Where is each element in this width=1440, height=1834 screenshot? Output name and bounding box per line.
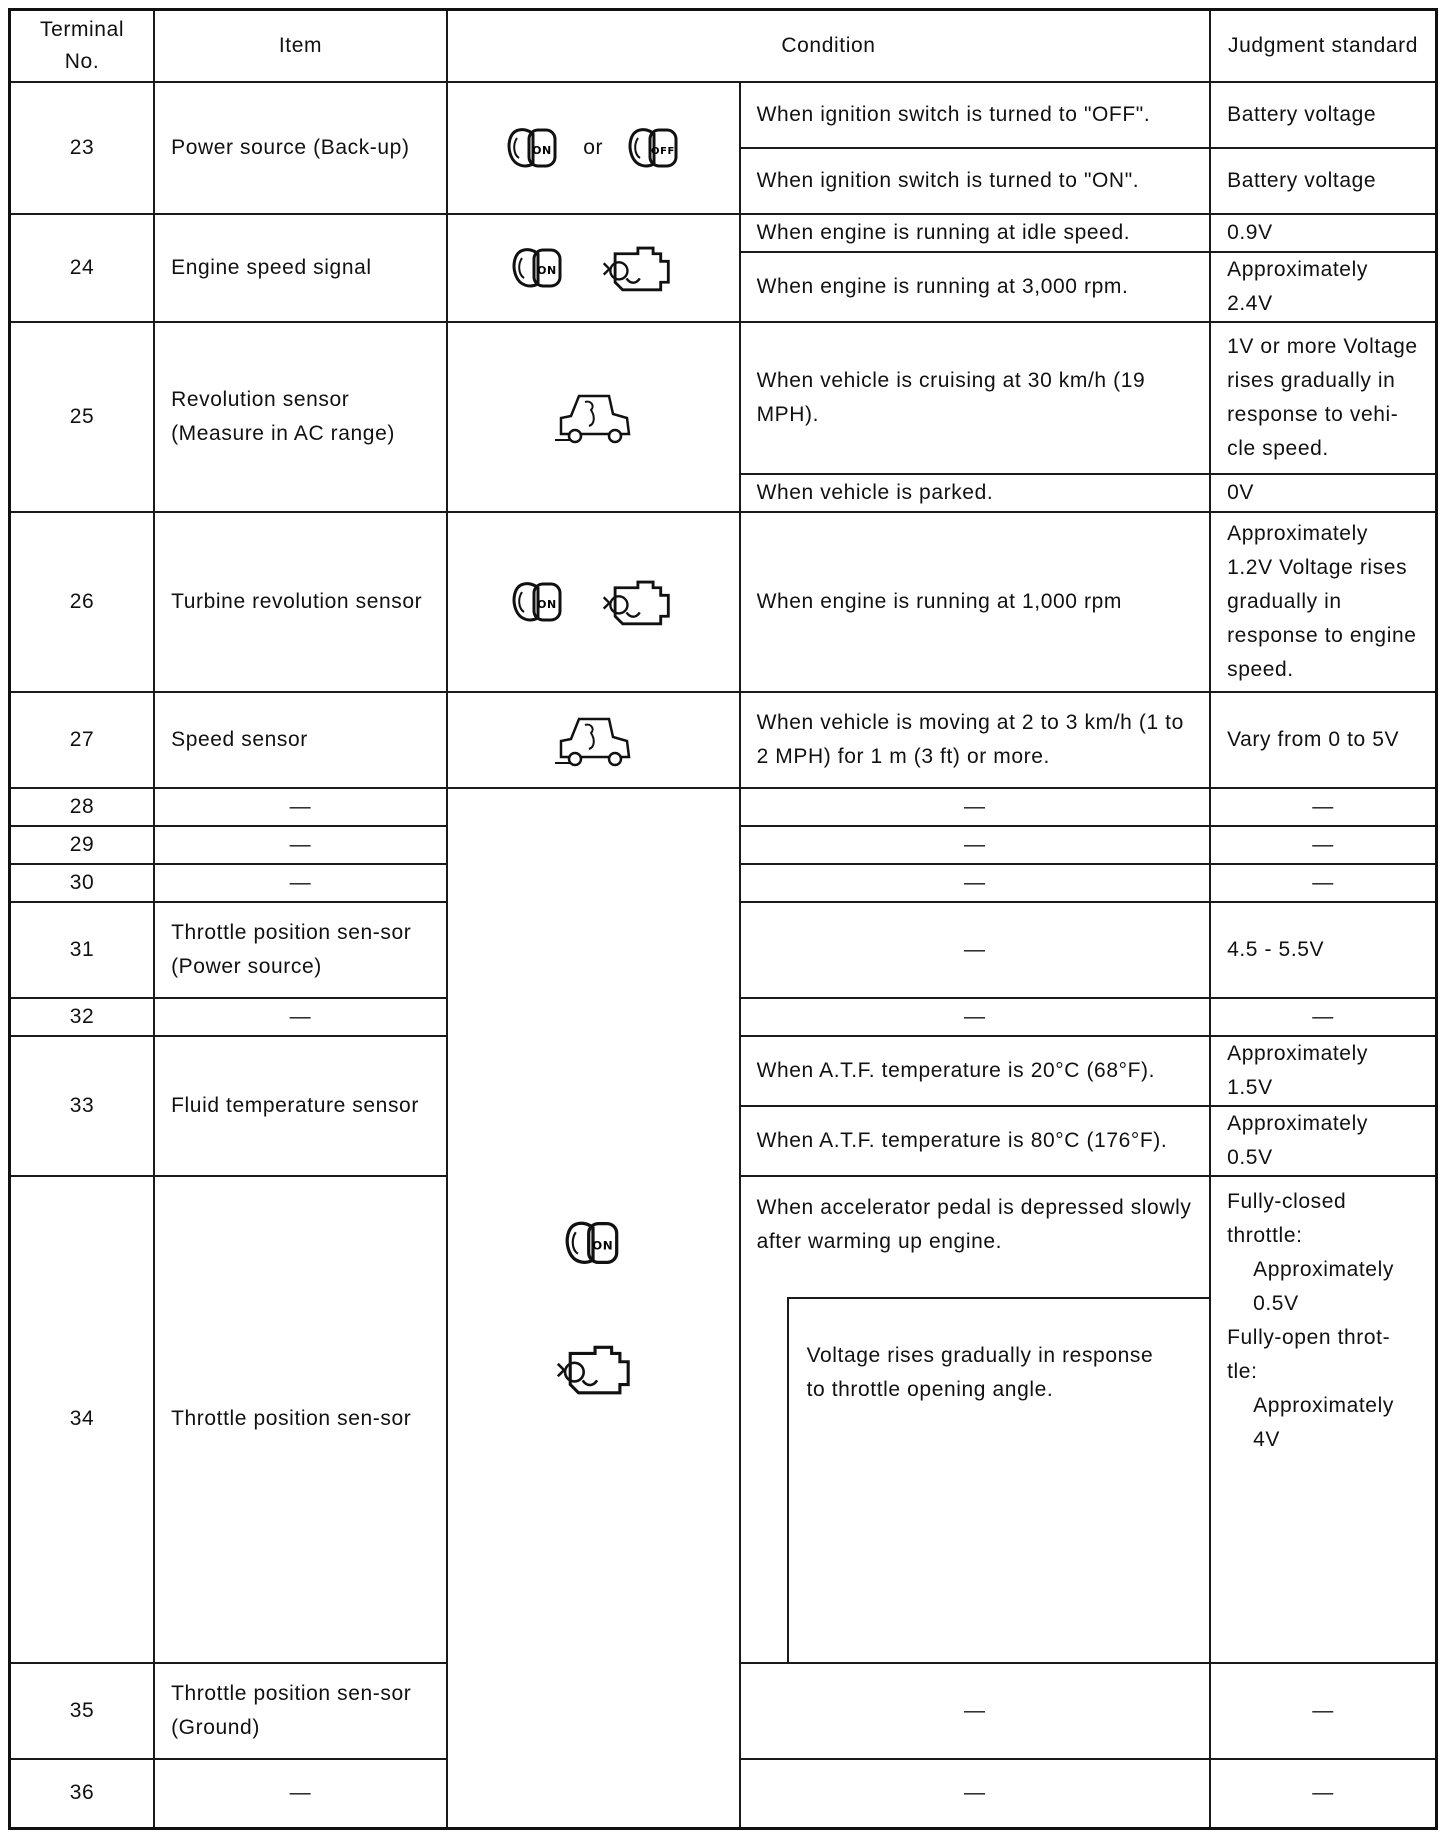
terminal-no: 31	[10, 902, 155, 998]
terminal-no: 36	[10, 1759, 155, 1829]
header-judgment: Judgment standard	[1210, 10, 1436, 82]
judgment	[1210, 1176, 1436, 1663]
item: Speed sensor	[154, 692, 447, 788]
condition: When vehicle is moving at 2 to 3 km/h (1 to 2 MPH) for 1 m (3 ft) or more.	[740, 692, 1211, 788]
item: —	[154, 998, 447, 1036]
terminal-no: 29	[10, 826, 155, 864]
condition: When A.T.F. temperature is 80°C (176°F).	[740, 1106, 1211, 1176]
condition: When engine is running at idle speed.	[740, 214, 1211, 252]
terminal-no: 35	[10, 1663, 155, 1759]
judgment: Approximately 0.5V	[1210, 1106, 1436, 1176]
judgment: Vary from 0 to 5V	[1210, 692, 1436, 788]
header-row	[10, 10, 1437, 82]
terminal-table	[8, 8, 1438, 1830]
item: —	[154, 826, 447, 864]
terminal-no: 28	[10, 788, 155, 826]
table-row	[10, 788, 1437, 826]
condition: When vehicle is parked.	[740, 474, 1211, 512]
judgment: —	[1210, 864, 1436, 902]
svg-text:ON: ON	[537, 597, 557, 611]
terminal-table-page	[8, 8, 1440, 1834]
item: Throttle position sen-sor	[154, 1176, 447, 1663]
or-label: or	[583, 135, 604, 159]
judgment-closed-label: Fully-closed throttle:	[1227, 1189, 1347, 1247]
condition-icons	[447, 692, 740, 788]
judgment: —	[1210, 826, 1436, 864]
judgment: Battery voltage	[1210, 82, 1436, 148]
table-row	[10, 692, 1437, 788]
condition: When accelerator pedal is depressed slowly after warming up engine.	[756, 1195, 1192, 1253]
judgment: 4.5 - 5.5V	[1210, 902, 1436, 998]
item: Engine speed signal	[154, 214, 447, 322]
ignition-key-off-icon	[628, 124, 680, 172]
condition: When ignition switch is turned to "OFF".	[740, 82, 1211, 148]
table-row	[10, 214, 1437, 252]
judgment: 0.9V	[1210, 214, 1436, 252]
judgment: Approximately 1.5V	[1210, 1036, 1436, 1106]
svg-text:ON: ON	[537, 263, 557, 277]
terminal-no: 23	[10, 82, 155, 214]
header-terminal: Terminal No.	[10, 10, 155, 82]
condition: —	[740, 998, 1211, 1036]
judgment: Approximately 2.4V	[1210, 252, 1436, 322]
item: Power source (Back-up)	[154, 82, 447, 214]
judgment: —	[1210, 788, 1436, 826]
vehicle-driving-icon	[551, 388, 635, 446]
item: Throttle position sen-sor (Ground)	[154, 1663, 447, 1759]
terminal-no: 32	[10, 998, 155, 1036]
svg-text:ON: ON	[592, 1238, 614, 1253]
judgment: Battery voltage	[1210, 148, 1436, 214]
condition: —	[740, 826, 1211, 864]
item: Fluid temperature sensor	[154, 1036, 447, 1176]
judgment: 0V	[1210, 474, 1436, 512]
judgment: —	[1210, 998, 1436, 1036]
item: —	[154, 788, 447, 826]
condition: When engine is running at 1,000 rpm	[740, 512, 1211, 692]
table-row	[10, 322, 1437, 474]
terminal-no: 24	[10, 214, 155, 322]
condition: —	[740, 788, 1211, 826]
svg-text:OFF: OFF	[650, 145, 675, 157]
engine-running-icon	[598, 573, 674, 631]
item: Throttle position sen-sor (Power source)	[154, 902, 447, 998]
condition: When engine is running at 3,000 rpm.	[740, 252, 1211, 322]
judgment: —	[1210, 1663, 1436, 1759]
table-row	[10, 512, 1437, 692]
item: Revolution sensor (Measure in AC range)	[154, 322, 447, 512]
judgment-open-value: Approximately 4V	[1253, 1393, 1394, 1451]
condition-icons	[447, 512, 740, 692]
ignition-key-on-icon	[512, 244, 564, 292]
header-condition: Condition	[447, 10, 1210, 82]
judgment-closed-value: Approximately 0.5V	[1253, 1257, 1394, 1315]
condition-icons	[447, 82, 740, 214]
ignition-key-on-icon	[507, 124, 559, 172]
condition-split	[740, 1176, 1211, 1663]
condition: —	[740, 1663, 1211, 1759]
judgment: —	[1210, 1759, 1436, 1829]
condition: —	[740, 902, 1211, 998]
engine-icon	[551, 1339, 635, 1399]
terminal-no: 33	[10, 1036, 155, 1176]
table-row	[10, 82, 1437, 148]
svg-text:ON: ON	[531, 143, 552, 157]
ignition-key-on-icon	[512, 578, 564, 626]
item: Turbine revolution sensor	[154, 512, 447, 692]
terminal-no: 30	[10, 864, 155, 902]
judgment: 1V or more Voltage rises gradually in response to vehi-cle speed.	[1210, 322, 1436, 474]
item: —	[154, 1759, 447, 1829]
ignition-key-on-icon	[565, 1217, 621, 1269]
condition-sub: Voltage rises gradually in response to throttle opening angle.	[806, 1343, 1154, 1401]
terminal-no: 34	[10, 1176, 155, 1663]
item: —	[154, 864, 447, 902]
condition: When vehicle is cruising at 30 km/h (19 MPH).	[740, 322, 1211, 474]
condition: When ignition switch is turned to "ON".	[740, 148, 1211, 214]
vehicle-driving-icon	[551, 711, 635, 769]
terminal-no: 25	[10, 322, 155, 512]
condition-icons	[447, 322, 740, 512]
condition-icons	[447, 788, 740, 1829]
engine-running-icon	[598, 239, 674, 297]
condition: —	[740, 864, 1211, 902]
terminal-no: 26	[10, 512, 155, 692]
header-item: Item	[154, 10, 447, 82]
judgment: Approximately 1.2V Voltage rises gradually in response to engine speed.	[1210, 512, 1436, 692]
judgment-open-label: Fully-open throt-tle:	[1227, 1325, 1391, 1383]
condition-sub-box	[787, 1297, 1212, 1664]
terminal-no: 27	[10, 692, 155, 788]
condition: When A.T.F. temperature is 20°C (68°F).	[740, 1036, 1211, 1106]
condition: —	[740, 1759, 1211, 1829]
condition-icons	[447, 214, 740, 322]
